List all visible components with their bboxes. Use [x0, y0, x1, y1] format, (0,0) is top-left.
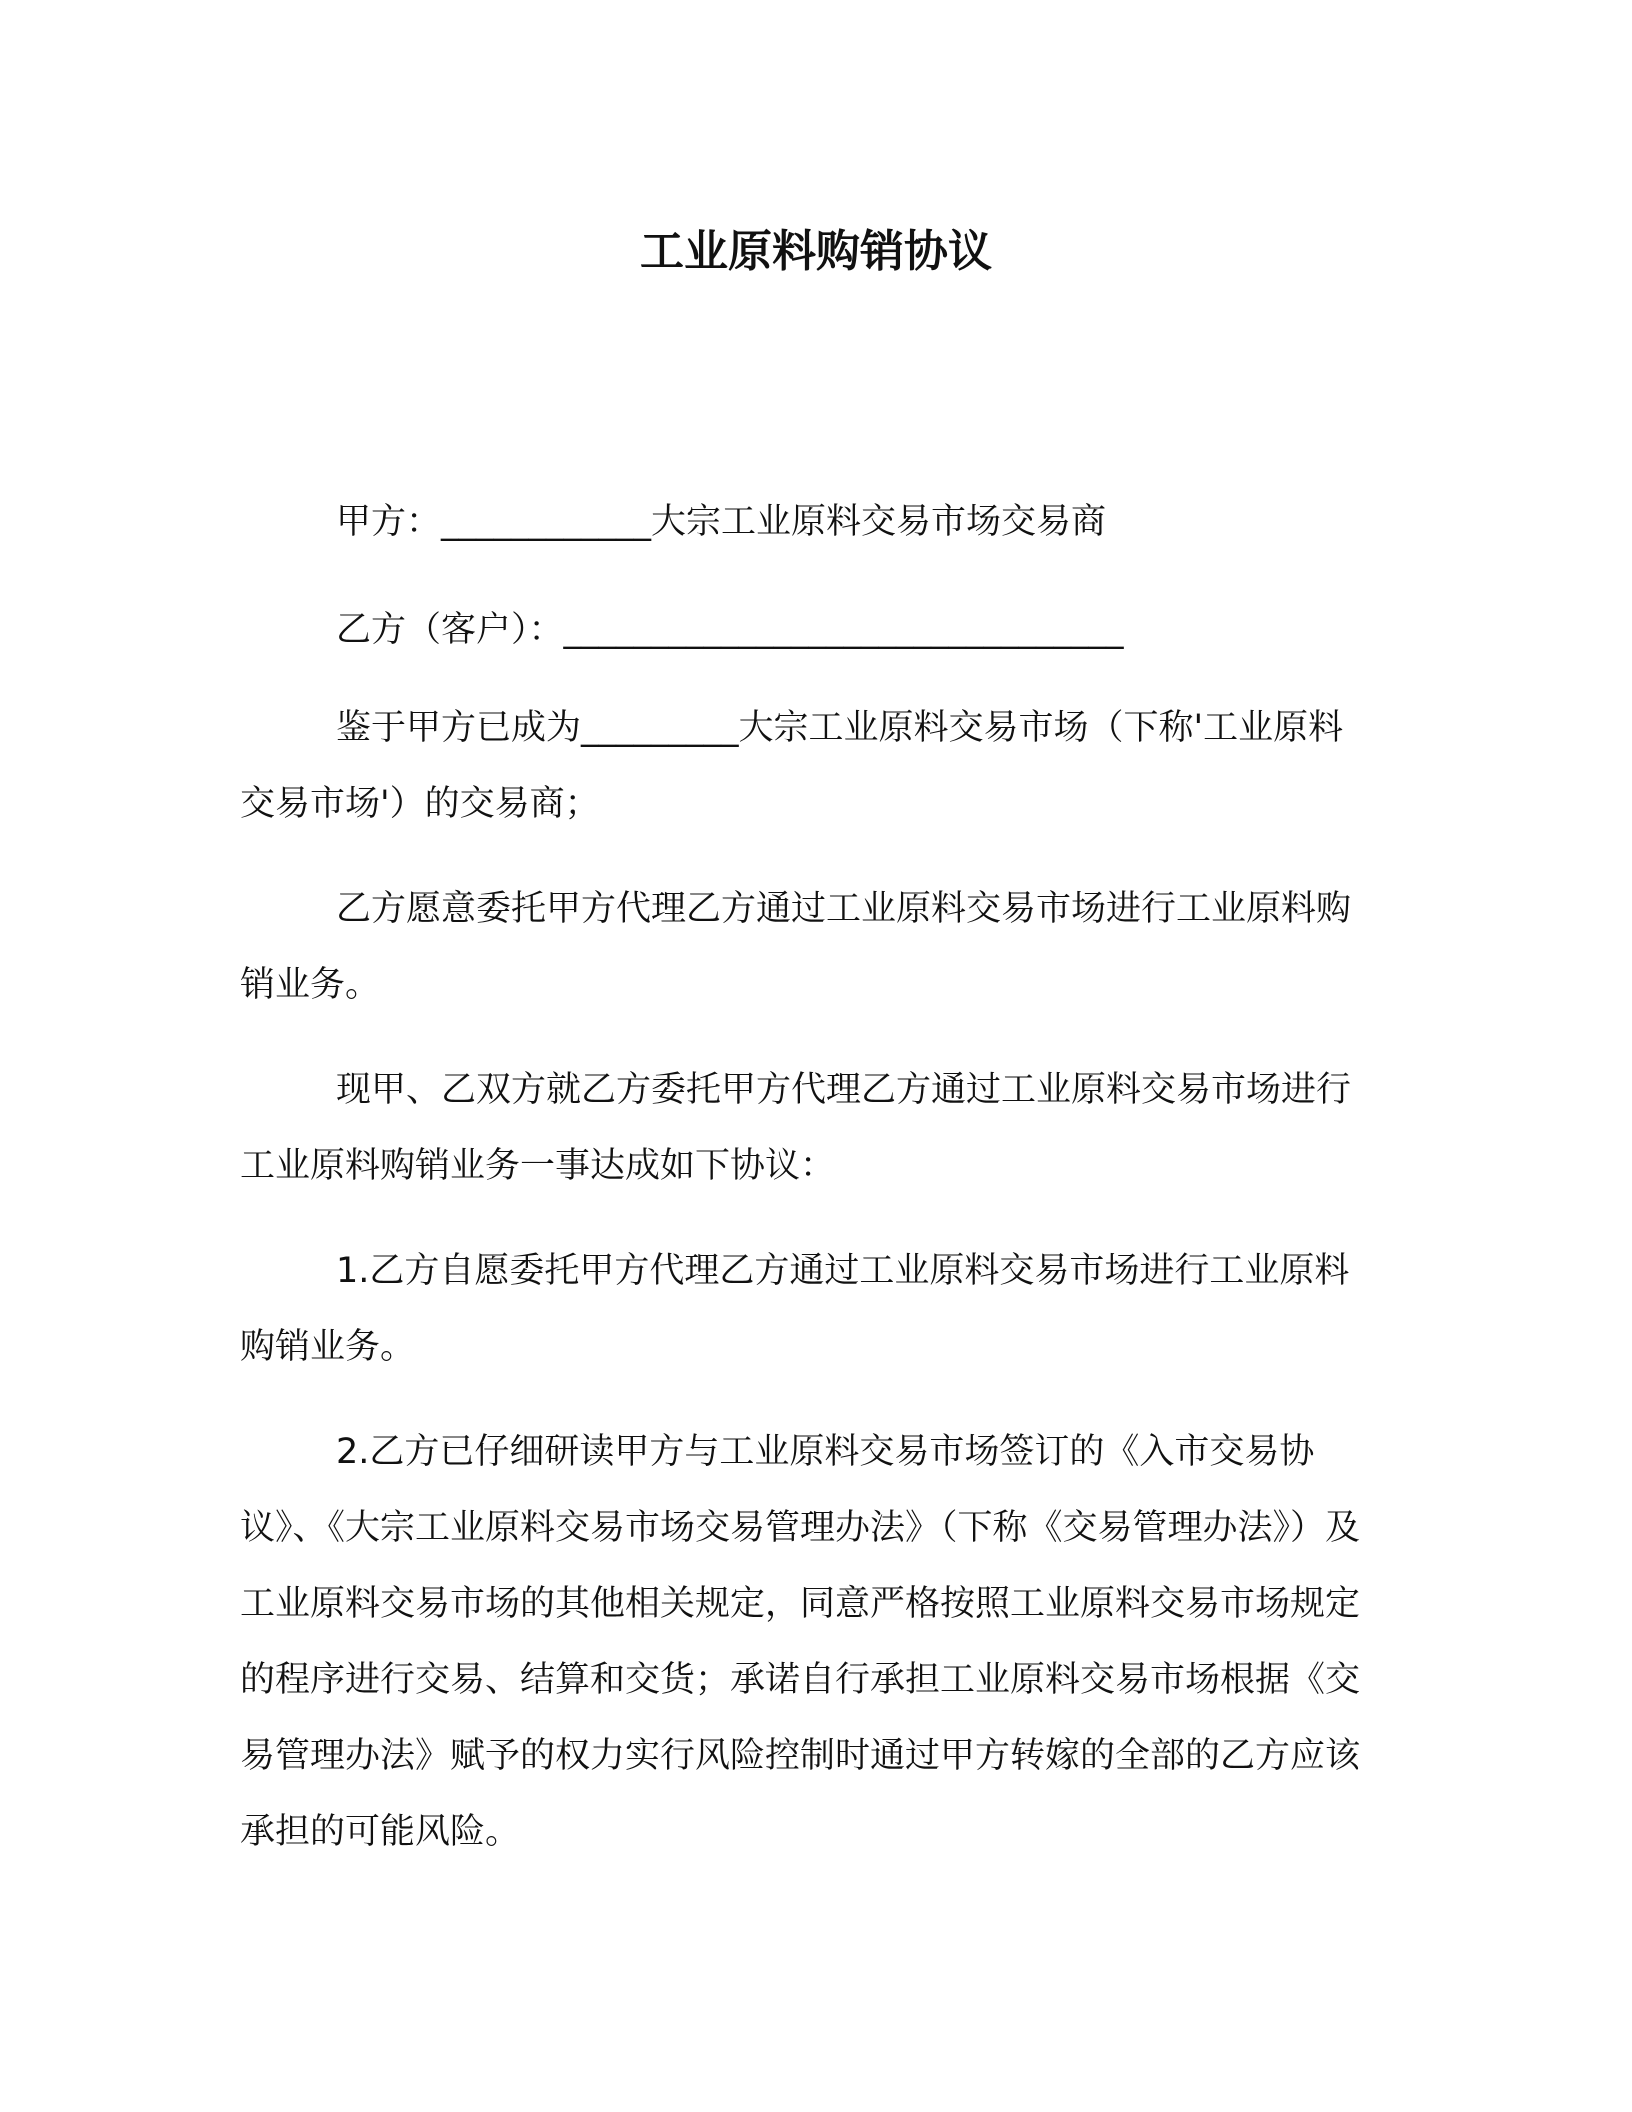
- paragraph-recital: 鉴于甲方已成为_________大宗工业原料交易市场（下称'工业原料交易市场'）的交易商；: [240, 708, 1344, 824]
- party-b-line: 乙方（客户）：________________________________: [336, 610, 1124, 650]
- clause-1: 1.乙方自愿委托甲方代理乙方通过工业原料交易市场进行工业原料购销业务。: [240, 1251, 1350, 1367]
- document-title: 工业原料购销协议: [640, 226, 992, 277]
- paragraph-agreement: 现甲、乙双方就乙方委托甲方代理乙方通过工业原料交易市场进行工业原料购销业务一事达成如下协议：: [240, 1070, 1352, 1186]
- party-a-line: 甲方：____________大宗工业原料交易市场交易商: [336, 502, 1107, 542]
- paragraph-intent: 乙方愿意委托甲方代理乙方通过工业原料交易市场进行工业原料购销业务。: [240, 889, 1352, 1005]
- clause-2: 2.乙方已仔细研读甲方与工业原料交易市场签订的《入市交易协议》、《大宗工业原料交易市场交易管理办法》（下称《交易管理办法》）及工业原料交易市场的其他相关规定，同意严格按照工业原料交易市场规定的程序进行交易、结算和交货；承诺自行承担工业原料交易市场根据《交易管理办法》赋予的权力实行风险控制时通过甲方转嫁的全部的乙方应该承担的可能风险。: [240, 1432, 1361, 1852]
